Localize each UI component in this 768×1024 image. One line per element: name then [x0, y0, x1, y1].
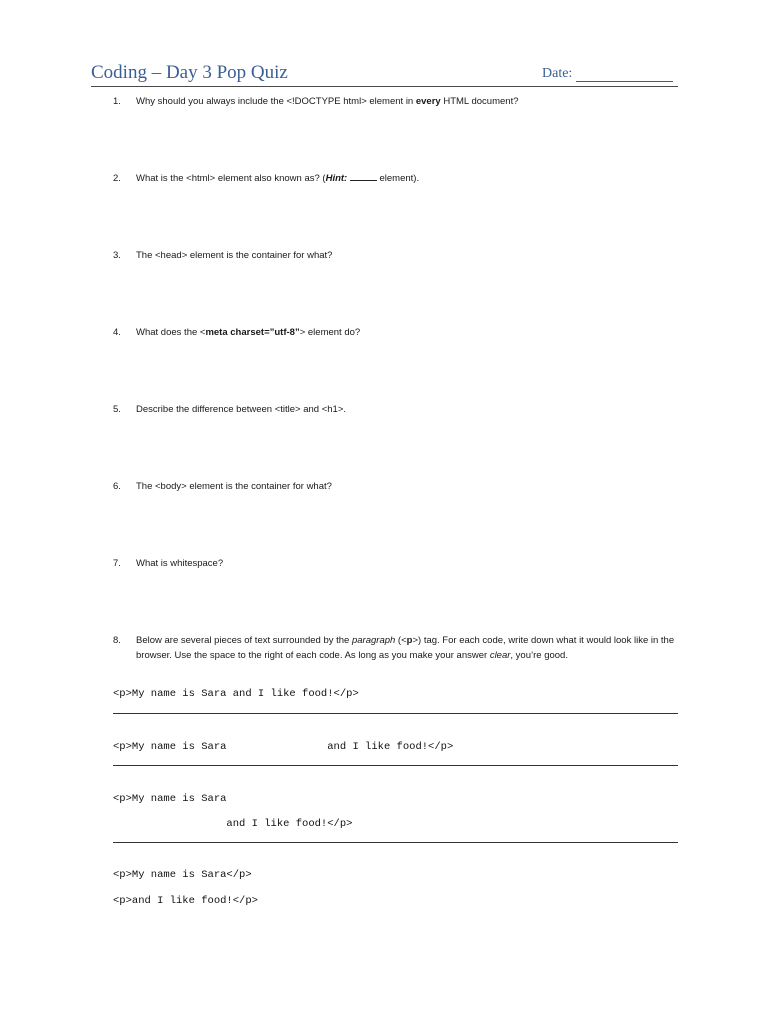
question-number: 1. — [113, 96, 121, 107]
answer-line-3[interactable] — [113, 842, 678, 843]
question-text: What does the <meta charset=”utf-8”> element do? — [136, 327, 361, 338]
question-text: What is whitespace? — [136, 558, 224, 569]
hint-blank — [350, 171, 377, 181]
code-example-4-line-1: <p>My name is Sara</p> — [113, 869, 252, 881]
code-example-1: <p>My name is Sara and I like food!</p> — [113, 688, 359, 700]
question-number: 5. — [113, 404, 121, 415]
question-number: 4. — [113, 327, 121, 338]
code-example-3-line-2: and I like food!</p> — [113, 818, 353, 830]
date-field — [542, 66, 673, 82]
answer-line-2[interactable] — [113, 765, 678, 766]
question-number: 2. — [113, 173, 121, 184]
question-number: 6. — [113, 481, 121, 492]
question-text: The <head> element is the container for what? — [136, 250, 333, 261]
date-blank-line[interactable] — [576, 68, 673, 82]
date-label: Date: — [542, 66, 573, 81]
header-divider — [91, 86, 678, 87]
question-number: 8. — [113, 635, 121, 646]
code-example-4-line-2: <p>and I like food!</p> — [113, 895, 258, 907]
question-number: 7. — [113, 558, 121, 569]
question-text: Describe the difference between <title> and <h1>. — [136, 404, 347, 415]
question-text: Why should you always include the <!DOCTYPE html> element in every HTML document? — [136, 96, 519, 107]
answer-line-1[interactable] — [113, 713, 678, 714]
page-title: Coding – Day 3 Pop Quiz — [91, 62, 288, 83]
question-text: What is the <html> element also known as? (Hint: element). — [136, 173, 420, 184]
question-number: 3. — [113, 250, 121, 261]
question-text: The <body> element is the container for what? — [136, 481, 332, 492]
code-example-2: <p>My name is Sara and I like food!</p> — [113, 741, 454, 753]
code-example-3-line-1: <p>My name is Sara — [113, 793, 227, 805]
question-text: Below are several pieces of text surrounded by the paragraph (<p>) tag. For each code, write down what it would look like in the browser. Use the space to the right of each code. As long as you make your answer clear, you’re good. — [136, 635, 675, 661]
